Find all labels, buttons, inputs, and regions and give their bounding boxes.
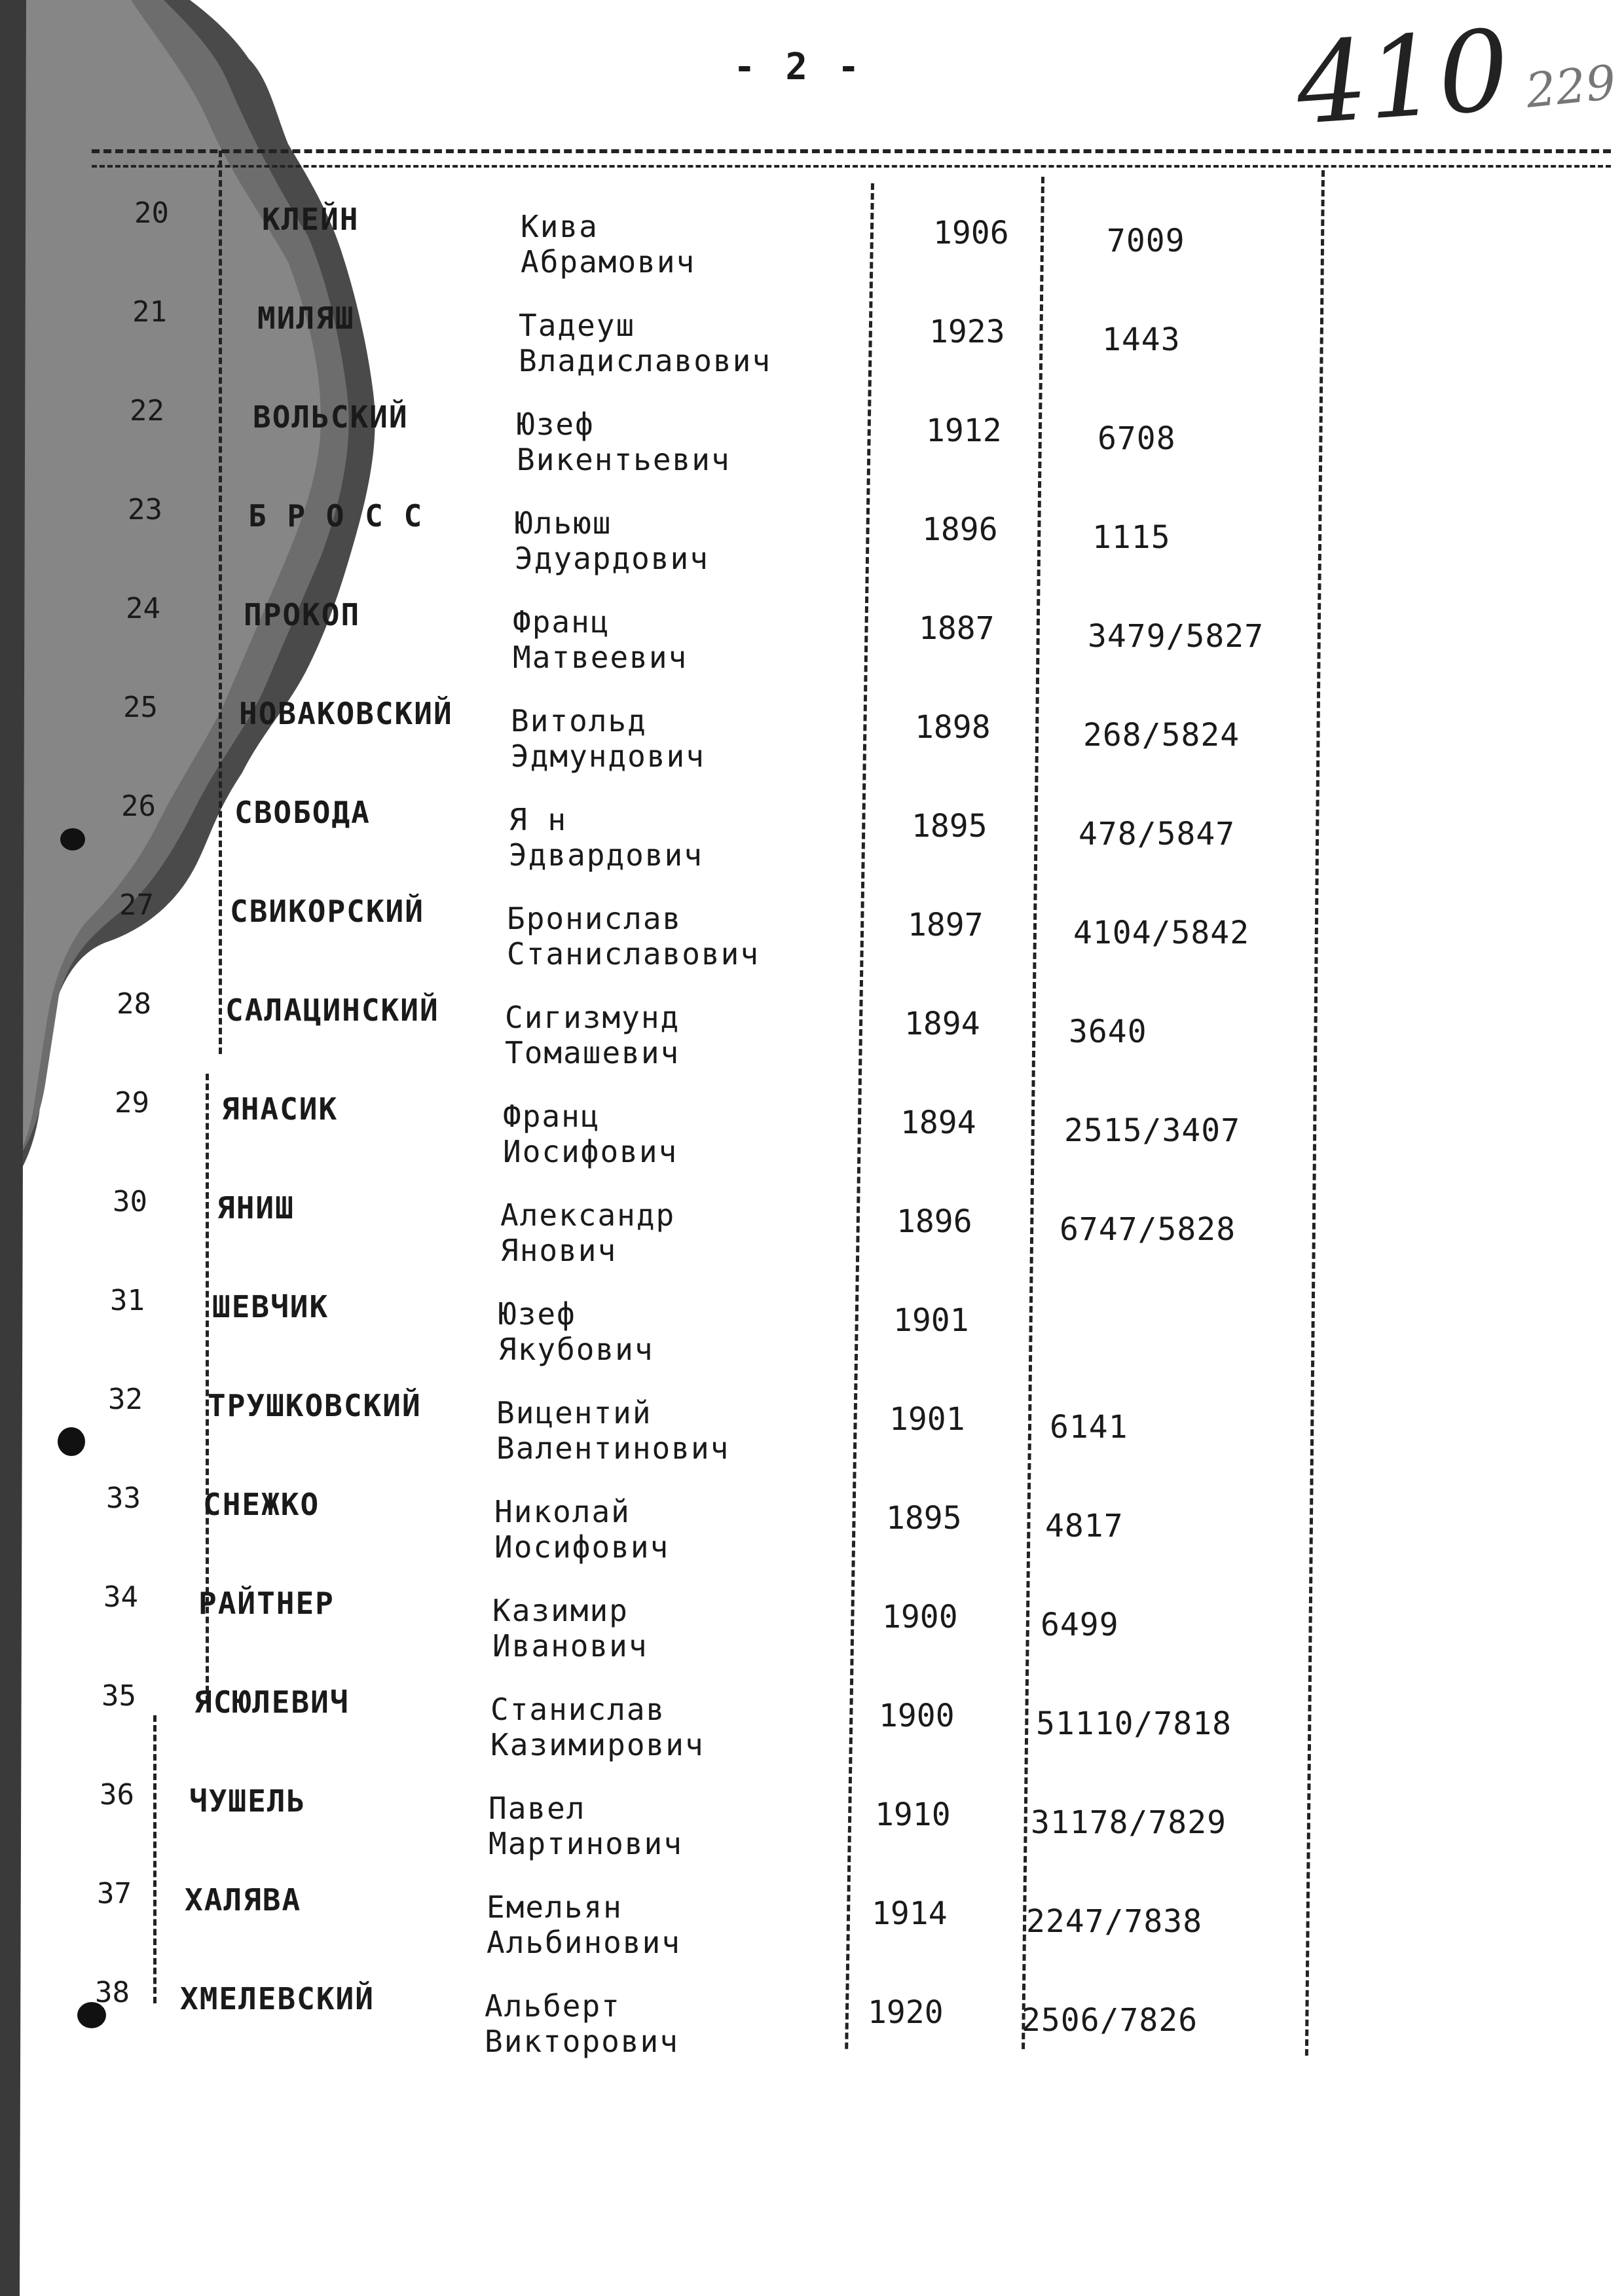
record-number: 6499	[1041, 1607, 1119, 1643]
record-number: 6747/5828	[1060, 1211, 1236, 1248]
record-number: 1443	[1102, 321, 1181, 358]
row-number: 34	[103, 1580, 138, 1614]
record-number: 3640	[1069, 1013, 1147, 1050]
first-name: Юзеф	[498, 1296, 576, 1332]
first-name: Юльюш	[515, 505, 612, 541]
surname: ВОЛЬСКИЙ	[253, 399, 409, 435]
first-name: Николай	[494, 1494, 631, 1529]
surname: ХМЕЛЕВСКИЙ	[180, 1981, 375, 2016]
list-item	[0, 394, 1624, 492]
row-number: 25	[123, 691, 158, 724]
birth-year: 1895	[912, 808, 987, 845]
birth-year: 1914	[872, 1895, 948, 1932]
surname: СНЕЖКО	[203, 1487, 320, 1522]
surname: ТРУШКОВСКИЙ	[208, 1388, 422, 1423]
birth-year: 1900	[879, 1698, 955, 1734]
list-item	[0, 592, 1624, 690]
first-name: Франц	[513, 604, 610, 640]
list-item	[0, 1185, 1624, 1283]
row-number: 31	[110, 1284, 145, 1317]
first-name: Сигизмунд	[505, 1000, 680, 1035]
row-number: 22	[130, 394, 164, 428]
record-number: 268/5824	[1083, 717, 1240, 754]
surname: СВОБОДА	[234, 795, 371, 830]
birth-year: 1896	[922, 511, 998, 548]
patronymic: Мартинович	[489, 1826, 683, 1861]
list-item	[0, 790, 1624, 888]
patronymic: Эдвардович	[509, 837, 703, 873]
list-item	[0, 691, 1624, 789]
patronymic: Иосифович	[494, 1529, 670, 1565]
patronymic: Янович	[500, 1233, 618, 1268]
birth-year: 1894	[900, 1104, 976, 1141]
surname: Б Р О С С	[248, 498, 424, 534]
patronymic: Томашевич	[505, 1035, 680, 1070]
list-item	[0, 1383, 1624, 1481]
patronymic: Иосифович	[503, 1134, 678, 1169]
patronymic: Иванович	[492, 1628, 648, 1664]
patronymic: Валентинович	[496, 1430, 730, 1466]
birth-year: 1920	[868, 1994, 944, 2031]
birth-year: 1898	[915, 709, 991, 746]
handwritten-secondary-number: 229	[1522, 54, 1619, 118]
row-number: 36	[100, 1778, 134, 1812]
birth-year: 1900	[882, 1599, 958, 1635]
birth-year: 1887	[919, 610, 995, 647]
first-name: Емельян	[487, 1889, 623, 1925]
row-number: 38	[95, 1976, 130, 2009]
row-number: 32	[108, 1383, 143, 1416]
page-number: - 2 -	[733, 46, 864, 88]
list-item	[0, 1284, 1624, 1382]
handwritten-sheet-number: 410	[1292, 5, 1513, 151]
header-rule	[92, 165, 1611, 168]
record-number: 3479/5827	[1088, 618, 1264, 655]
surname: СВИКОРСКИЙ	[230, 894, 424, 929]
list-item	[0, 1086, 1624, 1184]
birth-year: 1894	[904, 1006, 980, 1042]
list-item	[0, 295, 1624, 393]
birth-year: 1895	[886, 1500, 962, 1537]
patronymic: Владиславович	[519, 343, 772, 378]
patronymic: Якубович	[498, 1332, 654, 1367]
row-number: 35	[101, 1679, 136, 1713]
first-name: Кива	[521, 209, 599, 244]
first-name: Альберт	[485, 1988, 621, 2024]
list-item	[0, 1580, 1624, 1679]
record-number: 2515/3407	[1064, 1112, 1241, 1149]
row-number: 21	[132, 295, 167, 329]
record-number: 6141	[1050, 1409, 1128, 1446]
row-number: 29	[115, 1086, 149, 1120]
surname: ЯСЮЛЕВИЧ	[194, 1685, 350, 1720]
surname: КЛЕЙН	[262, 202, 360, 237]
patronymic: Викторович	[485, 2024, 679, 2059]
first-name: Бронислав	[507, 901, 682, 936]
first-name: Юзеф	[517, 407, 595, 442]
surname: ХАЛЯВА	[185, 1882, 302, 1918]
first-name: Витольд	[511, 703, 647, 738]
patronymic: Эдуардович	[515, 541, 709, 576]
birth-year: 1923	[929, 314, 1005, 350]
birth-year: 1906	[933, 215, 1009, 251]
record-number: 6708	[1098, 420, 1176, 457]
surname: ШЕВЧИК	[212, 1289, 329, 1324]
row-number: 20	[134, 196, 169, 230]
record-number: 4104/5842	[1073, 915, 1250, 951]
record-number: 2506/7826	[1022, 2002, 1198, 2039]
surname: САЛАЦИНСКИЙ	[225, 993, 439, 1028]
list-item	[0, 1482, 1624, 1580]
list-item	[0, 1877, 1624, 1975]
surname: ЧУШЕЛЬ	[189, 1783, 306, 1819]
surname: МИЛЯШ	[257, 301, 355, 336]
record-number: 7009	[1107, 223, 1185, 259]
patronymic: Эдмундович	[511, 738, 705, 774]
patronymic: Викентьевич	[517, 442, 731, 477]
first-name: Вицентий	[496, 1395, 652, 1430]
list-item	[0, 196, 1624, 295]
patronymic: Альбинович	[487, 1925, 681, 1960]
birth-year: 1896	[896, 1203, 972, 1240]
birth-year: 1897	[908, 907, 984, 943]
record-number: 31178/7829	[1031, 1804, 1227, 1841]
first-name: Тадеуш	[519, 308, 636, 343]
patronymic: Казимирович	[490, 1727, 705, 1762]
surname: РАЙТНЕР	[198, 1586, 335, 1621]
row-number: 23	[128, 493, 162, 526]
row-number: 37	[97, 1877, 132, 1910]
patronymic: Абрамович	[521, 244, 696, 280]
birth-year: 1910	[875, 1796, 951, 1833]
record-number: 4817	[1045, 1508, 1124, 1544]
record-number: 51110/7818	[1036, 1705, 1232, 1742]
list-item	[0, 493, 1624, 591]
surname: ПРОКОП	[244, 597, 361, 632]
list-item	[0, 888, 1624, 987]
patronymic: Матвеевич	[513, 640, 688, 675]
surname: ЯНИШ	[217, 1190, 295, 1226]
record-number: 2247/7838	[1026, 1903, 1203, 1940]
patronymic: Станиславович	[507, 936, 760, 972]
list-item	[0, 987, 1624, 1085]
first-name: Казимир	[492, 1593, 629, 1628]
row-number: 26	[121, 790, 156, 823]
row-number: 24	[126, 592, 160, 625]
surname: НОВАКОВСКИЙ	[239, 696, 453, 731]
list-item	[0, 1778, 1624, 1876]
row-number: 27	[119, 888, 154, 922]
list-item	[0, 1976, 1624, 2074]
list-item	[0, 1679, 1624, 1777]
first-name: Франц	[503, 1099, 600, 1134]
first-name: Павел	[489, 1791, 586, 1826]
first-name: Станислав	[490, 1692, 666, 1727]
record-number: 1115	[1092, 519, 1171, 556]
birth-year: 1912	[926, 412, 1002, 449]
row-number: 28	[117, 987, 151, 1021]
record-number: 478/5847	[1079, 816, 1236, 852]
row-number: 33	[106, 1482, 141, 1515]
surname: ЯНАСИК	[221, 1091, 339, 1127]
birth-year: 1901	[889, 1401, 965, 1438]
first-name: Я н	[509, 802, 568, 837]
header-rule	[92, 149, 1611, 153]
birth-year: 1901	[893, 1302, 969, 1339]
first-name: Александр	[500, 1197, 676, 1233]
row-number: 30	[113, 1185, 147, 1218]
